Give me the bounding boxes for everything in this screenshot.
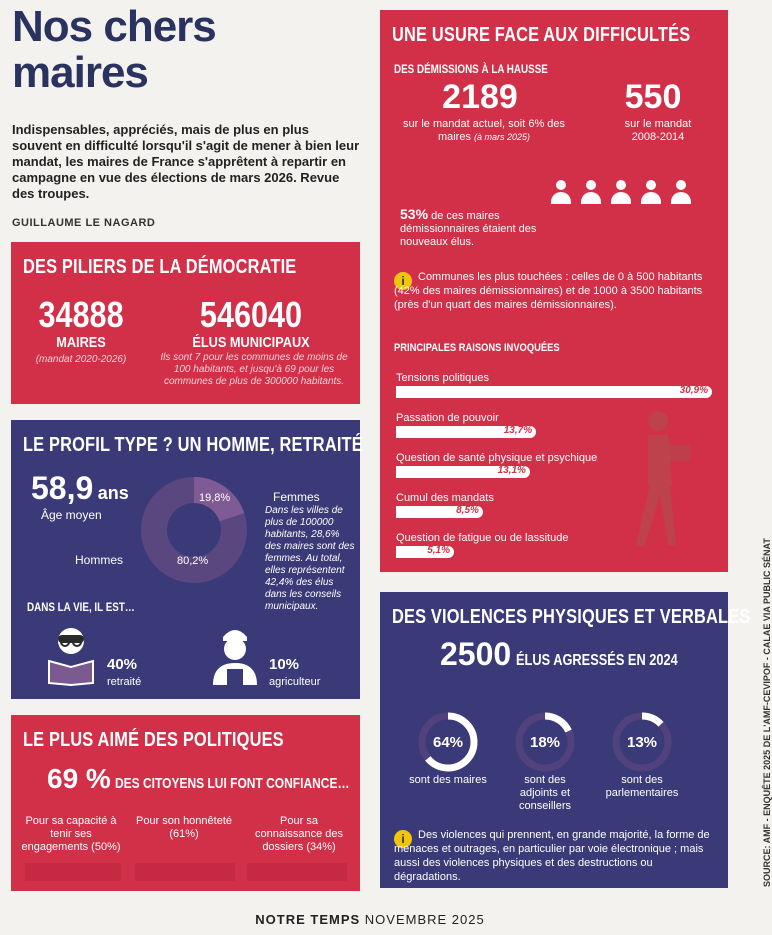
age-unit: ans <box>97 483 129 503</box>
bar-label: Passation de pouvoir <box>396 412 499 424</box>
bar-label: Cumul des mandats <box>396 492 494 504</box>
people-icons <box>550 180 710 210</box>
page-title <box>12 4 216 96</box>
walking-person-illustration <box>618 405 698 555</box>
person-icon <box>550 180 572 204</box>
bar-value-label: 8,5% <box>456 505 479 516</box>
elus-value: 546040 <box>199 294 303 335</box>
reason-engagements: Pour sa capacité à tenir ses engagements (50%) <box>21 815 121 853</box>
women-label: Femmes <box>273 490 320 504</box>
panel-aime-title: LE PLUS AIMÉ DES POLITIQUES <box>23 729 284 751</box>
source-credit: SOURCE: AMF - ENQUÊTE 2025 DE L'AMF-CEVIPOF - CALAE VIA PUBLIC SÉNAT <box>762 538 772 887</box>
ring-label-adjoints: sont des adjoints et conseillers <box>519 774 571 812</box>
ring-label-maires: sont des maires <box>409 774 487 786</box>
reader-icon <box>41 625 101 685</box>
farmer-label: agriculteur <box>269 676 321 688</box>
panel-piliers <box>11 242 360 404</box>
ring-pct-adjoints: 18% <box>529 734 561 751</box>
trust-text: DES CITOYENS LUI FONT CONFIANCE… <box>115 775 350 792</box>
bar <box>396 506 483 518</box>
aggressed-count: 2500 <box>440 636 512 672</box>
footer-issue: NOVEMBRE 2025 <box>364 912 485 927</box>
elus-note: Ils sont 7 pour les communes de moins de 100 habitants, et jusqu'à 69 pour les communes de plus de 300000 habitants. <box>160 352 348 387</box>
new-elected <box>400 208 560 249</box>
page-title-line1: Nos chers <box>12 2 216 51</box>
violences-info-text: Des violences qui prennent, en grande majorité, la forme de menaces et outrages, en particulier par voie électronique ; mais aussi des violences physiques et des destructions ou dégradations. <box>394 829 710 883</box>
footer <box>0 912 740 927</box>
panel-violences <box>380 592 751 888</box>
intro-text: Indispensables, appréciés, mais de plus en plus souvent en difficulté lorsqu'il s'agit de mener à bien leur mandat, les maires de France s'apprêtent à repartir en campagne en vue des élections de mars 2026. Revue des troupes. <box>12 122 360 201</box>
usure-subtitle: DES DÉMISSIONS À LA HAUSSE <box>394 62 548 76</box>
panel-piliers-title: DES PILIERS DE LA DÉMOCRATIE <box>23 256 297 278</box>
reason-honnetete: Pour son honnêteté (61%) <box>135 815 233 840</box>
page-title-line2: maires <box>12 48 148 97</box>
bar-value-label: 13,7% <box>503 425 533 436</box>
info-icon: i <box>394 830 412 848</box>
panel-usure-title: UNE USURE FACE AUX DIFFICULTÉS <box>392 24 691 46</box>
trust-pct: 69 % <box>47 763 111 794</box>
farmer-icon <box>205 625 265 685</box>
bar-label: Question de fatigue ou de lassitude <box>396 532 569 544</box>
bar-value-label: 30,9% <box>679 385 708 396</box>
age-label: Âge moyen <box>41 508 102 522</box>
farmer-pct: 10% <box>269 656 300 673</box>
bar <box>396 466 530 478</box>
ring-label-parlementaires: sont des parlementaires <box>605 774 679 799</box>
age-value: 58,9 <box>31 470 94 506</box>
usure-info-text: Communes les plus touchées : celles de 0 à 500 habitants (42% des maires démissionnaires) et de 1000 à 3500 habitants (près d'un quart des maires démissionnaires). <box>394 271 703 311</box>
life-label: DANS LA VIE, IL EST… <box>27 600 135 614</box>
maires-note: (mandat 2020-2026) <box>35 354 127 365</box>
men-label: Hommes <box>75 553 124 567</box>
women-note: Dans les villes de plus de 100000 habitants, 28,6% des maires sont des femmes. Au total, elles représentent 42,4% des élus dans les conseils municipaux. <box>265 505 355 612</box>
author: GUILLAUME LE NAGARD <box>12 217 156 229</box>
gender-donut <box>139 475 249 585</box>
trust <box>47 763 408 795</box>
men-pct: 80,2% <box>177 555 209 567</box>
reason-box-2 <box>135 863 235 881</box>
person-icon <box>610 180 632 204</box>
bar <box>396 386 712 398</box>
current-text-main: sur le mandat actuel, soit 6% des maires <box>402 118 566 143</box>
new-pct: 53% <box>400 206 429 222</box>
women-pct: 19,8% <box>199 492 231 504</box>
elus-label: ÉLUS MUNICIPAUX <box>192 334 310 351</box>
person-icon <box>580 180 602 204</box>
person-icon <box>640 180 662 204</box>
ring-pct-maires: 64% <box>432 734 464 751</box>
bar <box>396 546 454 558</box>
bar-label: Question de santé physique et psychique <box>396 452 598 464</box>
panel-profil <box>11 420 363 699</box>
aggressed <box>440 636 718 673</box>
current-value: 2189 <box>442 78 518 116</box>
maires-label: MAIRES <box>56 334 106 351</box>
maires-value: 34888 <box>38 294 124 335</box>
reasons-title: PRINCIPALES RAISONS INVOQUÉES <box>394 342 560 354</box>
previous-value: 550 <box>624 78 682 116</box>
bar-label: Tensions politiques <box>396 372 489 384</box>
age <box>31 470 129 507</box>
footer-magazine: NOTRE TEMPS <box>255 912 361 927</box>
bar <box>396 426 536 438</box>
new-text: de ces maires démissionnaires étaient des nouveaux élus. <box>400 210 537 248</box>
bar-value-label: 5,1% <box>427 545 450 556</box>
current-text <box>394 118 574 144</box>
panel-profil-title: LE PROFIL TYPE ? UN HOMME, RETRAITÉ <box>23 434 363 456</box>
current-note: (à mars 2025) <box>474 132 531 142</box>
reason-dossiers: Pour sa connaissance des dossiers (34%) <box>254 815 344 853</box>
retired-label: retraité <box>107 676 142 688</box>
retired-pct: 40% <box>107 656 138 673</box>
aggressed-text: ÉLUS AGRESSÉS EN 2024 <box>515 652 678 669</box>
previous-text: sur le mandat 2008-2014 <box>624 118 692 143</box>
reason-box-3 <box>247 863 347 881</box>
person-icon <box>670 180 692 204</box>
ring-pct-parlementaires: 13% <box>626 734 658 751</box>
bar-value-label: 13,1% <box>497 465 526 476</box>
panel-violences-title: DES VIOLENCES PHYSIQUES ET VERBALES <box>392 606 751 628</box>
panel-aime <box>11 715 360 891</box>
reason-box-1 <box>25 863 121 881</box>
bar-row <box>396 372 712 398</box>
panel-usure <box>380 10 728 572</box>
info-icon: i <box>394 272 412 290</box>
